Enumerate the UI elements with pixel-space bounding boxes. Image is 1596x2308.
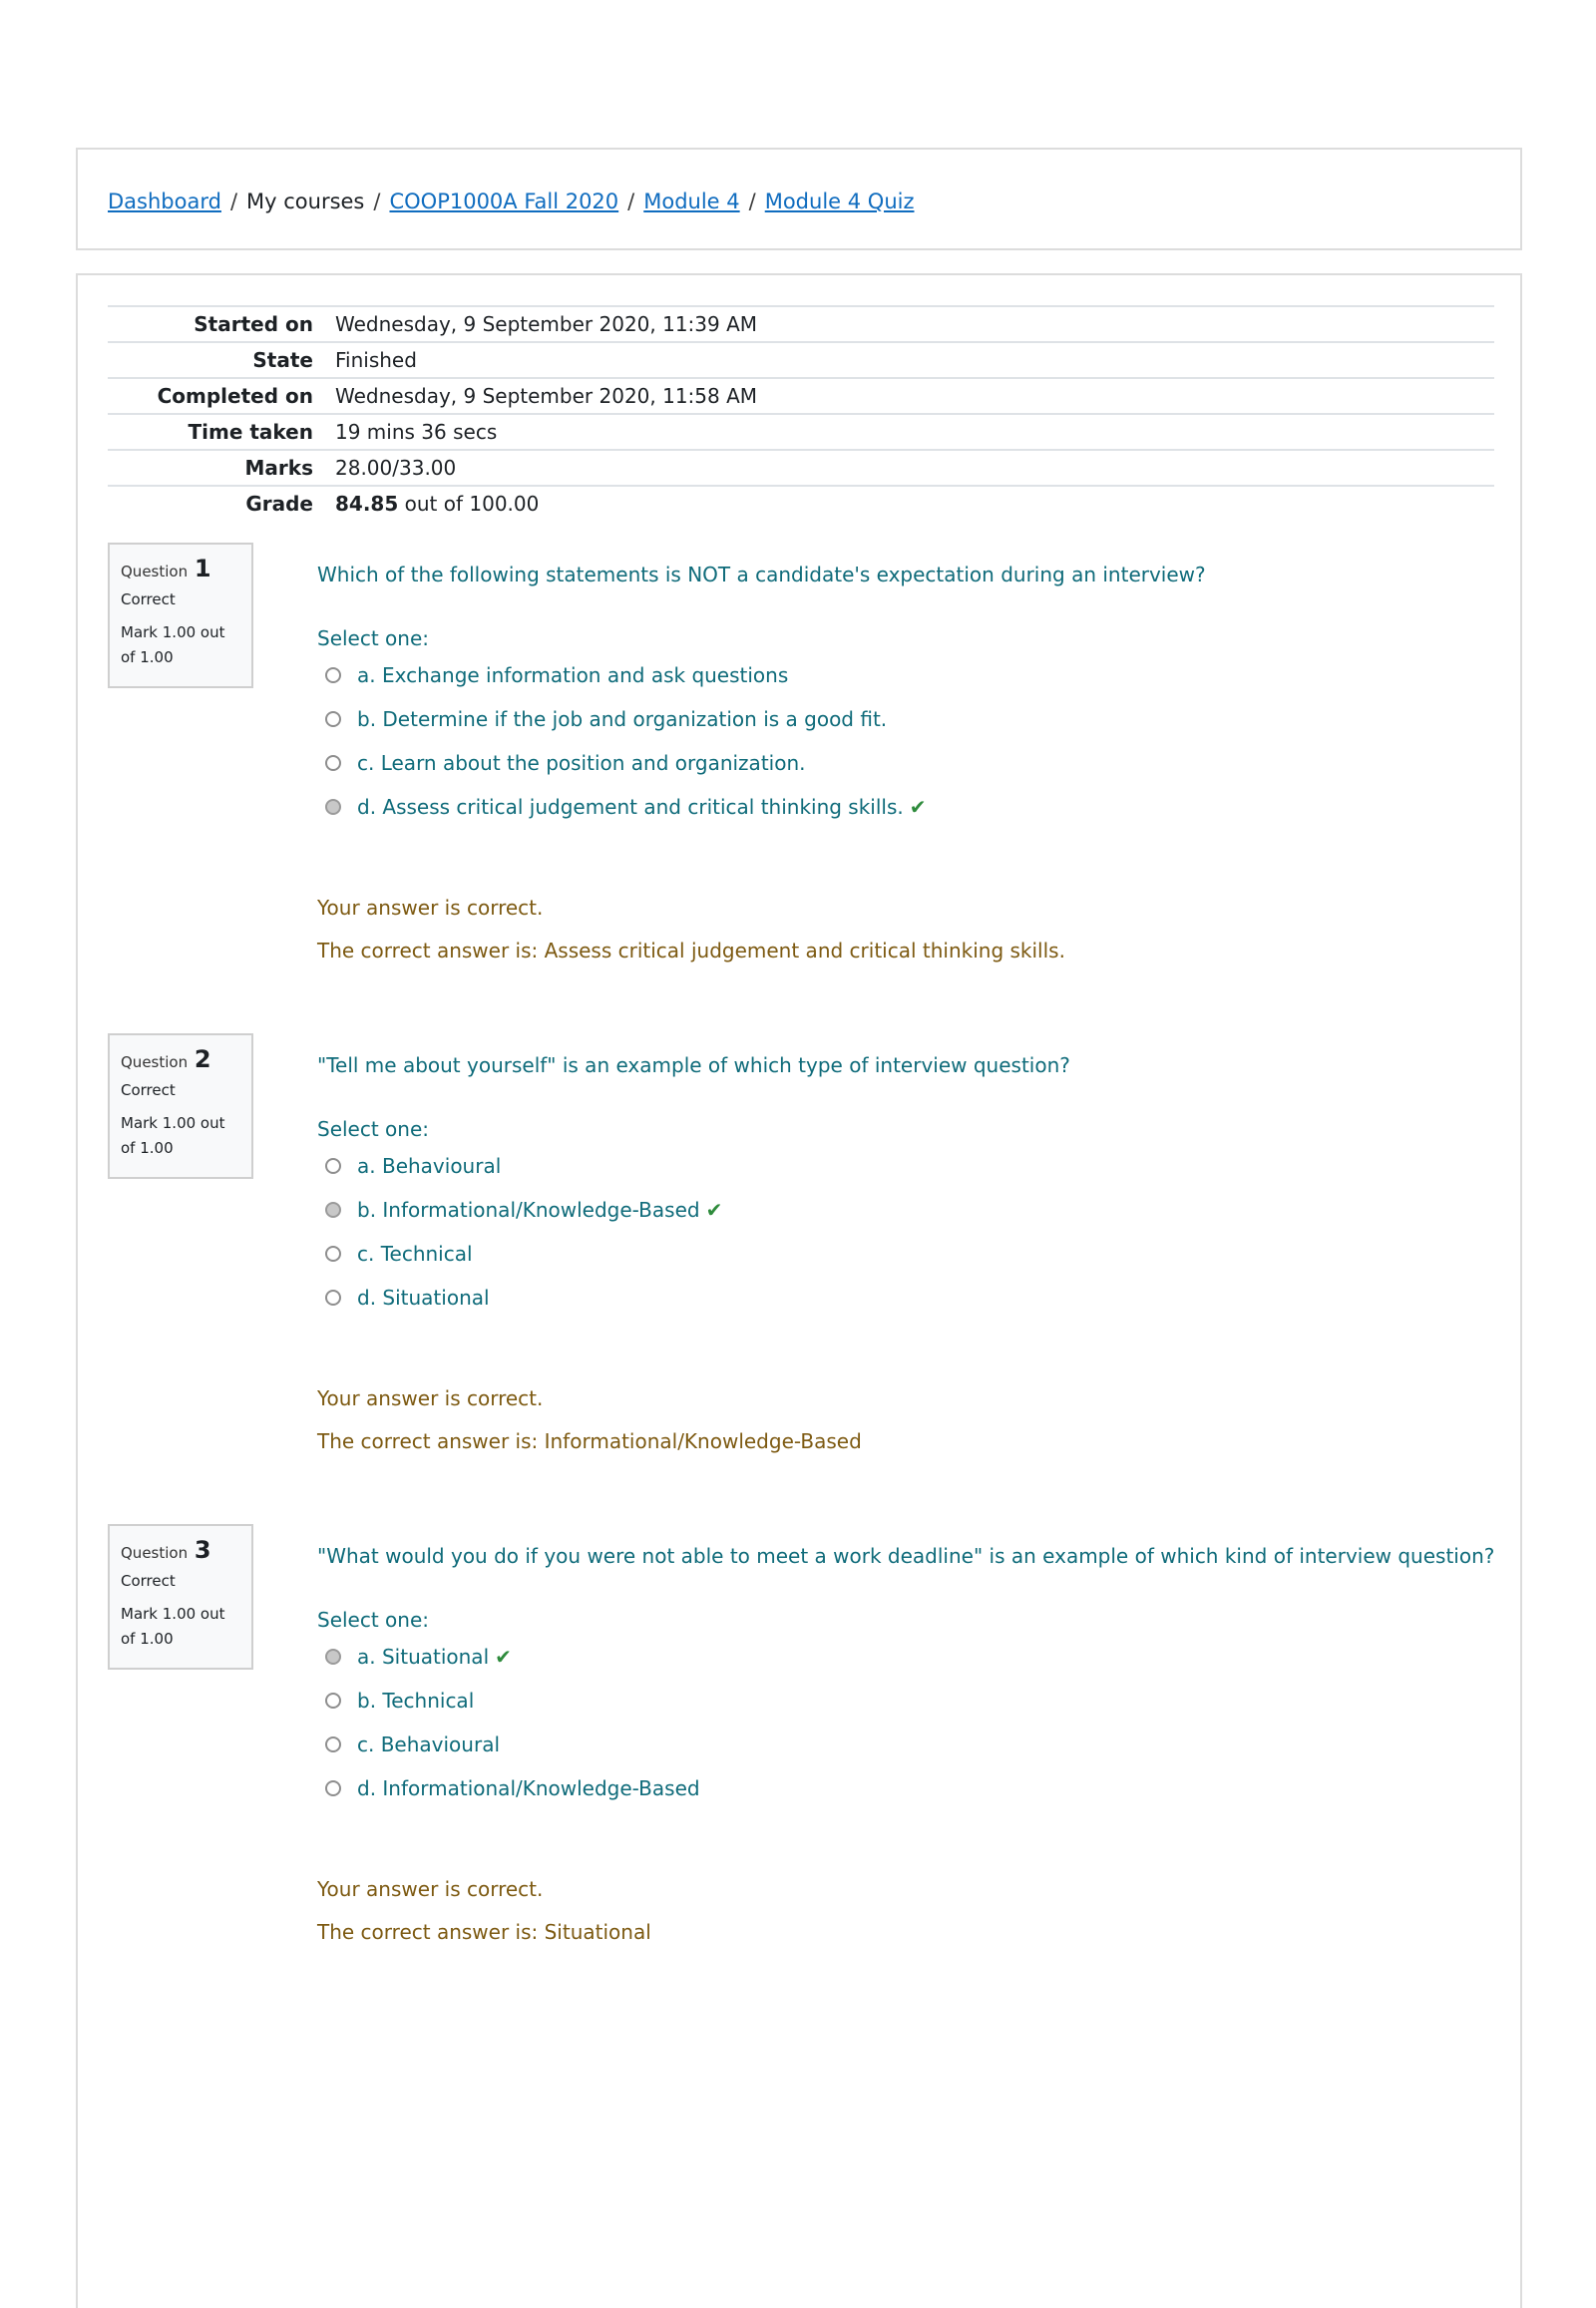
radio-checked-icon[interactable] <box>325 799 341 815</box>
radio-icon[interactable] <box>325 755 341 771</box>
breadcrumb <box>108 188 915 215</box>
radio-icon[interactable] <box>325 711 341 727</box>
answer-option[interactable] <box>325 707 887 731</box>
summary-label: Completed on <box>157 384 313 408</box>
question-mark: Mark 1.00 out of 1.00 <box>121 623 225 666</box>
question-mark: Mark 1.00 out of 1.00 <box>121 1605 225 1648</box>
breadcrumb-dashboard-link[interactable]: Dashboard <box>108 190 221 213</box>
answer-option[interactable] <box>325 1776 700 1800</box>
answer-option-label: a. Situational <box>357 1645 490 1669</box>
question-label: Question <box>121 1053 189 1071</box>
breadcrumb-panel <box>76 148 1522 250</box>
correct-answer: The correct answer is: Informational/Knowledge-Based <box>317 1429 862 1453</box>
answer-option[interactable] <box>325 1732 500 1756</box>
question-text: "Tell me about yourself" is an example of which type of interview question? <box>317 1053 1070 1077</box>
breadcrumb-separator: / <box>627 190 635 213</box>
check-icon: ✔ <box>909 795 927 819</box>
radio-icon[interactable] <box>325 667 341 683</box>
answer-option[interactable] <box>325 1154 501 1178</box>
question-number <box>121 1045 240 1073</box>
question-mark: Mark 1.00 out of 1.00 <box>121 1114 225 1157</box>
summary-label: Started on <box>194 312 313 336</box>
question-number <box>121 555 240 582</box>
summary-row-started <box>108 307 1494 343</box>
question-number-value: 2 <box>194 1045 211 1073</box>
question-text: Which of the following statements is NOT a candidate's expectation during an interview? <box>317 563 1206 586</box>
grade-suffix: out of 100.00 <box>404 492 540 516</box>
answer-option-selected[interactable] <box>325 1198 722 1222</box>
breadcrumb-quiz-link[interactable]: Module 4 Quiz <box>764 190 915 213</box>
summary-value: Wednesday, 9 September 2020, 11:39 AM <box>335 312 758 336</box>
breadcrumb-separator: / <box>229 190 238 213</box>
select-one-label: Select one: <box>317 1117 430 1141</box>
quiz-review-panel <box>76 273 1522 2308</box>
breadcrumb-my-courses: My courses <box>246 190 365 213</box>
question-info-1 <box>108 543 253 688</box>
answer-option-label: c. Behavioural <box>357 1732 501 1756</box>
question-state: Correct <box>121 590 176 608</box>
summary-label: Time taken <box>188 420 313 444</box>
answer-option-label: c. Learn about the position and organization. <box>357 751 806 775</box>
breadcrumb-separator: / <box>748 190 756 213</box>
question-info-3 <box>108 1524 253 1670</box>
question-text: "What would you do if you were not able to meet a work deadline" is an example of which kind of interview question? <box>317 1544 1495 1568</box>
correct-answer: The correct answer is: Situational <box>317 1920 651 1944</box>
answer-option-label: a. Behavioural <box>357 1154 502 1178</box>
summary-value: Wednesday, 9 September 2020, 11:58 AM <box>335 384 758 408</box>
summary-row-grade <box>108 487 1494 521</box>
summary-label: Grade <box>245 492 313 516</box>
answer-option-label: c. Technical <box>357 1242 473 1266</box>
check-icon: ✔ <box>705 1198 723 1222</box>
radio-checked-icon[interactable] <box>325 1202 341 1218</box>
question-state: Correct <box>121 1572 176 1590</box>
radio-icon[interactable] <box>325 1158 341 1174</box>
answer-feedback: Your answer is correct. <box>317 1386 544 1410</box>
answer-feedback: Your answer is correct. <box>317 1877 544 1901</box>
answer-option-selected[interactable] <box>325 1645 512 1669</box>
answer-option[interactable] <box>325 751 805 775</box>
answer-option[interactable] <box>325 1286 490 1310</box>
answer-option[interactable] <box>325 1242 473 1266</box>
summary-label: Marks <box>244 456 313 480</box>
question-number <box>121 1536 240 1564</box>
correct-answer: The correct answer is: Assess critical judgement and critical thinking skills. <box>317 939 1065 962</box>
summary-value: 19 mins 36 secs <box>335 420 498 444</box>
answer-option-label: b. Informational/Knowledge-Based <box>357 1198 700 1222</box>
summary-row-state <box>108 343 1494 379</box>
answer-option-label: b. Determine if the job and organization is a good fit. <box>357 707 888 731</box>
summary-label: State <box>252 348 313 372</box>
attempt-summary-table <box>108 305 1494 521</box>
answer-option[interactable] <box>325 663 788 687</box>
answer-option[interactable] <box>325 1689 474 1713</box>
answer-option-label: d. Situational <box>357 1286 490 1310</box>
radio-icon[interactable] <box>325 1780 341 1796</box>
radio-checked-icon[interactable] <box>325 1649 341 1665</box>
select-one-label: Select one: <box>317 1608 430 1632</box>
grade-score: 84.85 <box>335 492 399 516</box>
answer-option-label: d. Informational/Knowledge-Based <box>357 1776 700 1800</box>
question-state: Correct <box>121 1081 176 1099</box>
answer-feedback: Your answer is correct. <box>317 896 544 920</box>
answer-option-label: a. Exchange information and ask questions <box>357 663 789 687</box>
summary-value: Finished <box>335 348 417 372</box>
breadcrumb-course-link[interactable]: COOP1000A Fall 2020 <box>389 190 619 213</box>
question-number-value: 3 <box>194 1536 211 1564</box>
question-number-value: 1 <box>194 555 211 582</box>
radio-icon[interactable] <box>325 1290 341 1306</box>
summary-row-completed <box>108 379 1494 415</box>
summary-row-marks <box>108 451 1494 487</box>
select-one-label: Select one: <box>317 626 430 650</box>
radio-icon[interactable] <box>325 1246 341 1262</box>
check-icon: ✔ <box>495 1645 512 1669</box>
question-label: Question <box>121 1544 189 1562</box>
question-label: Question <box>121 563 189 580</box>
summary-value: 28.00/33.00 <box>335 456 457 480</box>
summary-row-time-taken <box>108 415 1494 451</box>
breadcrumb-module-link[interactable]: Module 4 <box>643 190 740 213</box>
answer-option-label: b. Technical <box>357 1689 475 1713</box>
breadcrumb-separator: / <box>373 190 381 213</box>
radio-icon[interactable] <box>325 1693 341 1709</box>
radio-icon[interactable] <box>325 1736 341 1752</box>
question-info-2 <box>108 1033 253 1179</box>
answer-option-selected[interactable] <box>325 795 927 819</box>
summary-value <box>335 492 539 516</box>
answer-option-label: d. Assess critical judgement and critical thinking skills. <box>357 795 904 819</box>
